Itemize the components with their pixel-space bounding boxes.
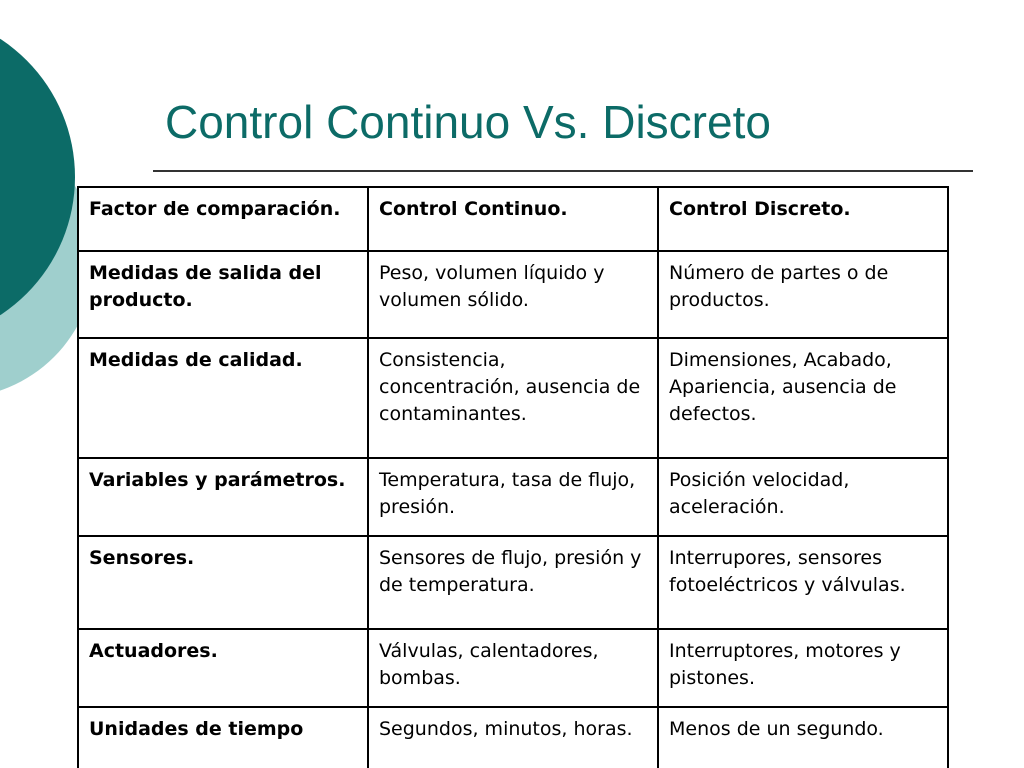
continuo-cell: Segundos, minutos, horas.	[368, 707, 658, 768]
table-row	[78, 707, 948, 768]
slide-title: Control Continuo Vs. Discreto	[165, 96, 771, 148]
discreto-cell: Menos de un segundo.	[658, 707, 948, 768]
continuo-cell: Sensores de flujo, presión y de temperatura.	[368, 536, 658, 629]
discreto-cell: Interrupores, sensores fotoeléctricos y válvulas.	[658, 536, 948, 629]
table-row	[78, 536, 948, 629]
factor-cell: Medidas de calidad.	[78, 338, 368, 458]
discreto-cell: Posición velocidad, aceleración.	[658, 458, 948, 536]
factor-cell: Medidas de salida del producto.	[78, 251, 368, 338]
table-header-row	[78, 187, 948, 251]
table-row	[78, 251, 948, 338]
continuo-cell: Peso, volumen líquido y volumen sólido.	[368, 251, 658, 338]
continuo-cell: Válvulas, calentadores, bombas.	[368, 629, 658, 707]
table-row	[78, 338, 948, 458]
header-cell-factor: Factor de comparación.	[78, 187, 368, 251]
factor-cell: Actuadores.	[78, 629, 368, 707]
comparison-table	[77, 186, 949, 768]
discreto-cell: Número de partes o de productos.	[658, 251, 948, 338]
header-cell-discreto: Control Discreto.	[658, 187, 948, 251]
discreto-cell: Dimensiones, Acabado, Apariencia, ausencia de defectos.	[658, 338, 948, 458]
factor-cell: Variables y parámetros.	[78, 458, 368, 536]
continuo-cell: Temperatura, tasa de flujo, presión.	[368, 458, 658, 536]
header-cell-continuo: Control Continuo.	[368, 187, 658, 251]
factor-cell: Sensores.	[78, 536, 368, 629]
table-row	[78, 458, 948, 536]
table-row	[78, 629, 948, 707]
title-underline	[153, 170, 973, 172]
continuo-cell: Consistencia, concentración, ausencia de contaminantes.	[368, 338, 658, 458]
factor-cell: Unidades de tiempo	[78, 707, 368, 768]
discreto-cell: Interruptores, motores y pistones.	[658, 629, 948, 707]
